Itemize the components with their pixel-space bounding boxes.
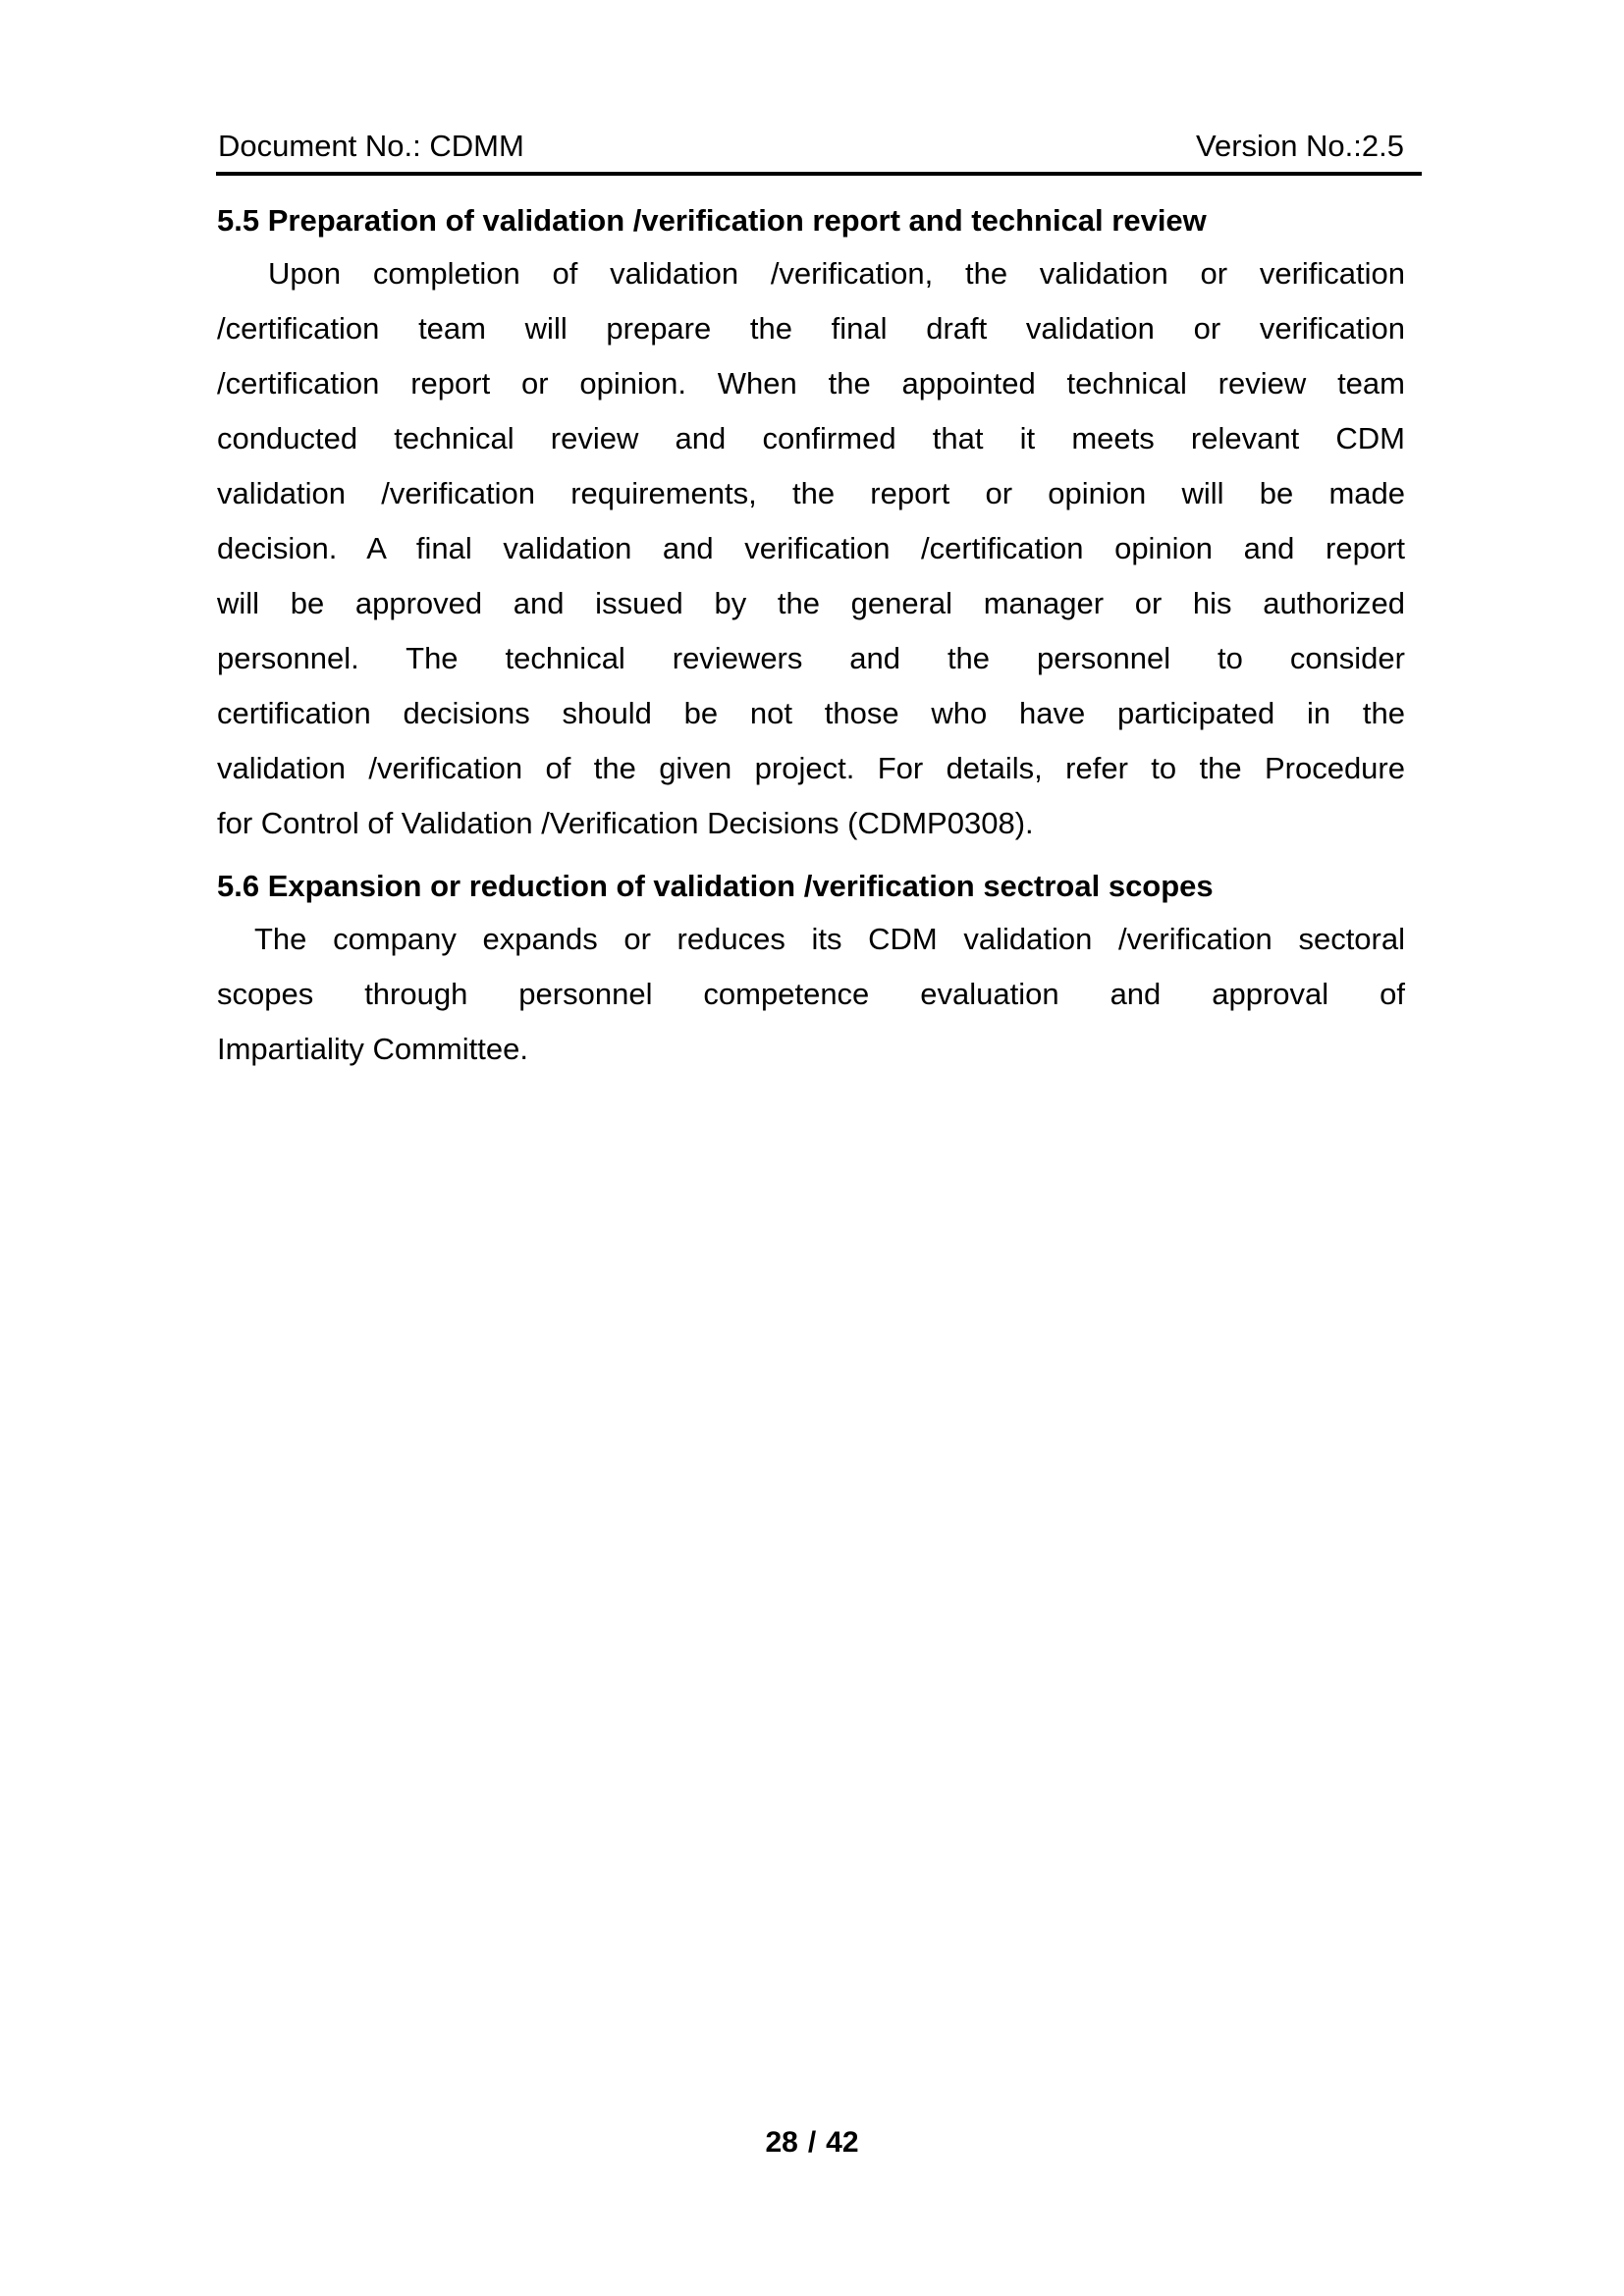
paragraph-line: /certification report or opinion. When the appointed technical review team [217, 366, 1405, 400]
section-heading: 5.5 Preparation of validation /verification report and technical review [217, 203, 1207, 238]
section-5-5 [217, 195, 1405, 851]
page-footer [0, 2123, 1624, 2163]
paragraph-line: certification decisions should be not those who have participated in the [217, 696, 1405, 730]
paragraph-line: validation /verification requirements, the report or opinion will be made [217, 476, 1405, 510]
paragraph-line: The company expands or reduces its CDM validation /verification sectoral [254, 922, 1405, 956]
section-5-6 [217, 861, 1405, 1077]
document-body [217, 195, 1405, 1077]
page-header [218, 128, 1404, 165]
page-number-separator: / [807, 2126, 817, 2159]
page-number-current: 28 [765, 2126, 798, 2159]
header-version-no: Version No.:2.5 [1196, 129, 1404, 163]
paragraph-line: personnel. The technical reviewers and the personnel to consider [217, 641, 1405, 675]
section-heading: 5.6 Expansion or reduction of validation /verification sectroal scopes [217, 869, 1214, 903]
header-document-no: Document No.: CDMM [218, 129, 524, 163]
paragraph-line: validation /verification of the given project. For details, refer to the Procedure [217, 751, 1405, 785]
header-rule [216, 172, 1422, 176]
paragraph-line: will be approved and issued by the general manager or his authorized [217, 586, 1405, 620]
paragraph-line: Impartiality Committee. [217, 1032, 528, 1066]
paragraph-line: decision. A final validation and verification /certification opinion and report [217, 531, 1405, 565]
paragraph-line: conducted technical review and confirmed that it meets relevant CDM [217, 421, 1405, 455]
paragraph-line: for Control of Validation /Verification Decisions (CDMP0308). [217, 806, 1034, 840]
paragraph-line: Upon completion of validation /verification, the validation or verification [268, 256, 1405, 291]
page-number-total: 42 [826, 2126, 859, 2159]
paragraph-line: scopes through personnel competence evaluation and approval of [217, 977, 1405, 1011]
paragraph-line: /certification team will prepare the final draft validation or verification [217, 311, 1405, 346]
